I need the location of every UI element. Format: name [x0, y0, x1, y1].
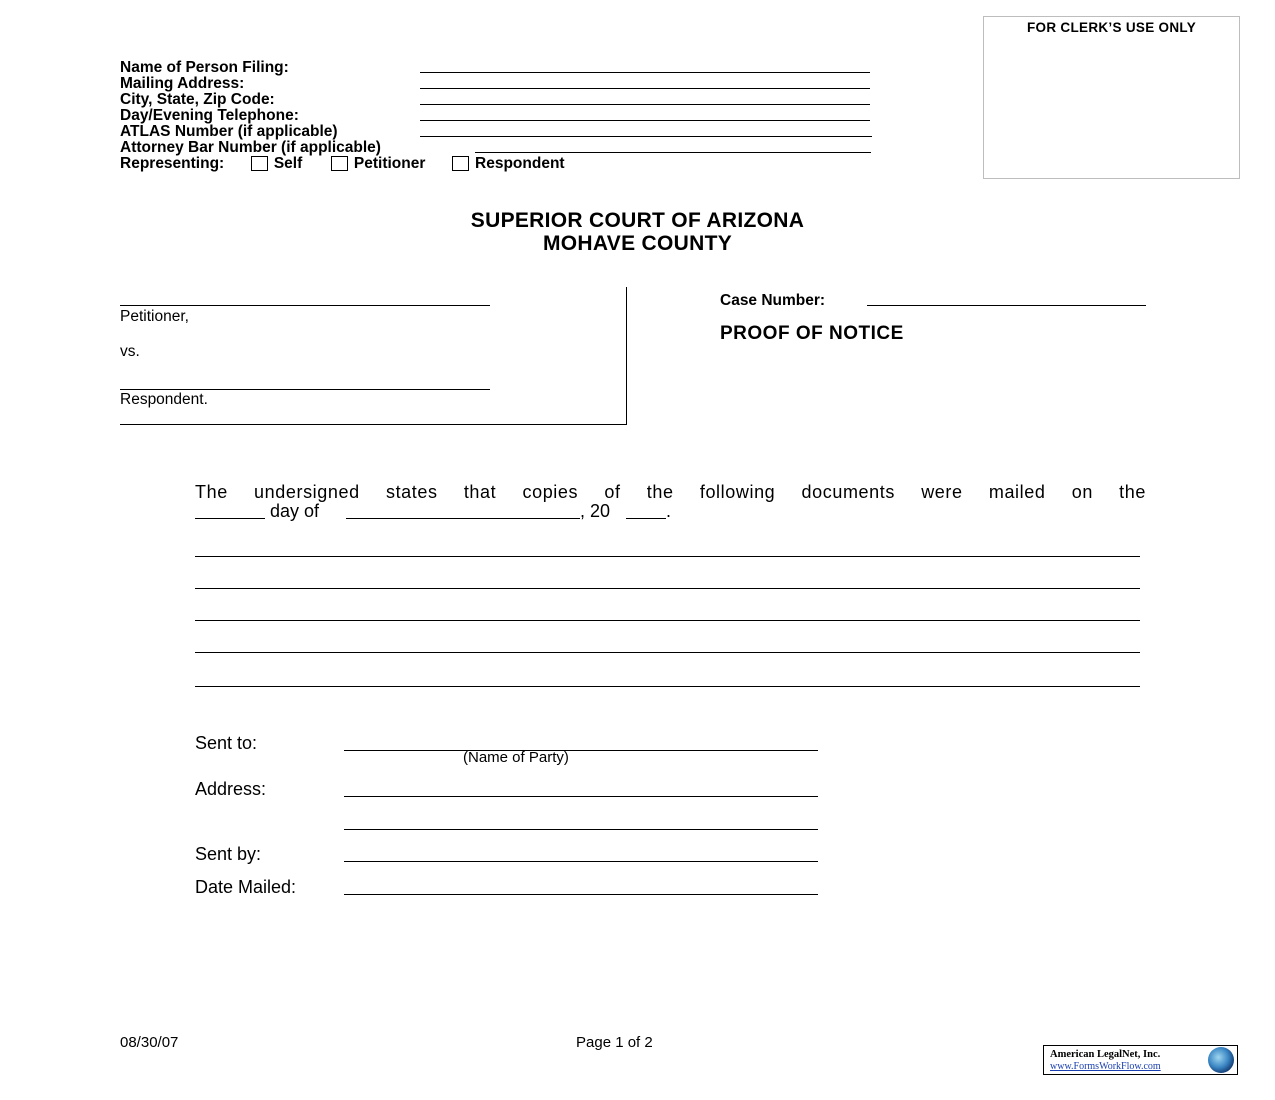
date-mailed-field[interactable]: [344, 894, 818, 895]
atlas-number-field[interactable]: [420, 136, 872, 137]
respondent-option-label: Respondent: [475, 155, 565, 172]
address-field-1[interactable]: [344, 796, 818, 797]
logo-url-link[interactable]: www.FormsWorkFlow.com: [1050, 1061, 1161, 1072]
filer-name-label: Name of Person Filing:: [120, 59, 289, 76]
mailing-address-field[interactable]: [420, 88, 870, 89]
clerk-use-label: FOR CLERK’S USE ONLY: [1026, 20, 1197, 35]
caption-divider: [626, 287, 627, 425]
mailing-address-label: Mailing Address:: [120, 75, 245, 92]
page-number: Page 1 of 2: [576, 1034, 653, 1051]
self-option-label: Self: [273, 155, 303, 172]
court-name: SUPERIOR COURT OF ARIZONA: [470, 209, 805, 232]
sent-by-field[interactable]: [344, 861, 818, 862]
city-state-zip-label: City, State, Zip Code:: [120, 91, 275, 108]
county-name: MOHAVE COUNTY: [542, 232, 732, 255]
respondent-label: Respondent.: [120, 391, 208, 408]
year-field[interactable]: [626, 518, 666, 519]
versus-label: vs.: [120, 343, 140, 360]
document-line[interactable]: [195, 588, 1140, 589]
day-field[interactable]: [195, 518, 265, 519]
self-checkbox[interactable]: [251, 156, 268, 171]
respondent-name-field[interactable]: [120, 389, 490, 390]
bar-number-field[interactable]: [475, 152, 871, 153]
representing-label: Representing:: [120, 155, 225, 172]
statement-text: The undersigned states that copies of the following documents were mailed on the: [195, 482, 1146, 502]
case-number-label: Case Number:: [720, 292, 826, 309]
bar-number-label: Attorney Bar Number (if applicable): [120, 139, 381, 156]
sent-by-label: Sent by:: [195, 844, 262, 864]
atlas-number-label: ATLAS Number (if applicable): [120, 123, 338, 140]
case-number-field[interactable]: [867, 305, 1146, 306]
address-label: Address:: [195, 779, 267, 799]
representing-row: [120, 156, 565, 172]
filer-name-field[interactable]: [420, 72, 870, 73]
petitioner-label: Petitioner,: [120, 308, 189, 325]
petitioner-checkbox[interactable]: [331, 156, 348, 171]
clerk-use-box: [983, 16, 1240, 179]
logo-company-name: American LegalNet, Inc.: [1050, 1049, 1161, 1060]
day-of-label: day of: [270, 501, 320, 521]
caption-bottom-rule: [120, 424, 627, 425]
sent-to-field[interactable]: [344, 750, 818, 751]
telephone-label: Day/Evening Telephone:: [120, 107, 299, 124]
date-mailed-label: Date Mailed:: [195, 877, 297, 897]
respondent-checkbox[interactable]: [452, 156, 469, 171]
petitioner-option-label: Petitioner: [353, 155, 426, 172]
document-line[interactable]: [195, 686, 1140, 687]
document-line[interactable]: [195, 620, 1140, 621]
american-legalnet-logo[interactable]: [1043, 1045, 1238, 1075]
petitioner-name-field[interactable]: [120, 305, 490, 306]
sent-to-label: Sent to:: [195, 733, 258, 753]
document-line[interactable]: [195, 556, 1140, 557]
revision-date: 08/30/07: [120, 1034, 179, 1051]
globe-icon: [1208, 1047, 1234, 1073]
address-field-2[interactable]: [344, 829, 818, 830]
document-title: PROOF OF NOTICE: [720, 323, 904, 344]
year-prefix: , 20: [580, 501, 611, 521]
statement-period: .: [666, 501, 672, 521]
telephone-field[interactable]: [420, 120, 870, 121]
city-state-zip-field[interactable]: [420, 104, 870, 105]
name-of-party-caption: (Name of Party): [463, 749, 569, 766]
document-line[interactable]: [195, 652, 1140, 653]
month-field[interactable]: [346, 518, 580, 519]
